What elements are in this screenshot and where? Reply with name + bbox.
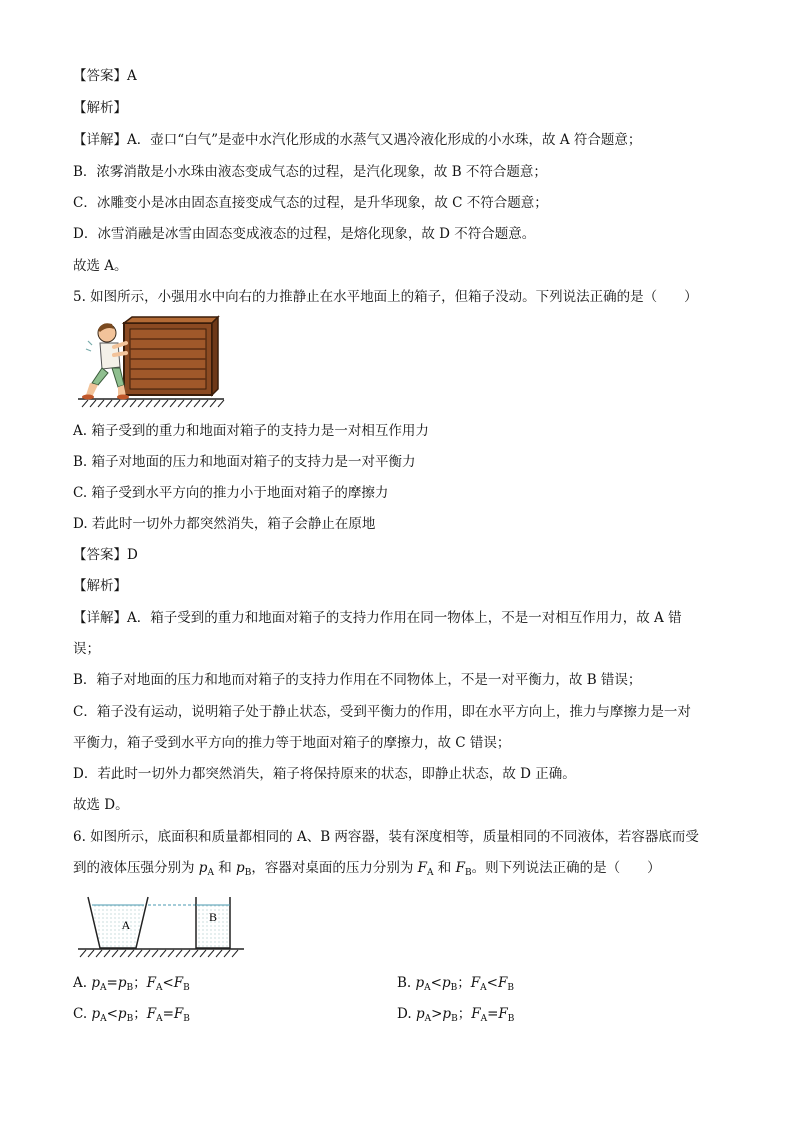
relation: = [487,1006,499,1022]
subscript: B [507,1014,515,1024]
relation: = [106,975,118,991]
force-symbol: F [455,860,465,876]
relation: < [430,975,442,991]
force-symbol: F [497,975,508,991]
separator: ； [133,1006,147,1022]
force-symbol: F [173,975,184,991]
container-a-label: A [121,918,131,932]
question-5-stem: 5. 如图所示，小强用水中向右的力推静止在水平地面上的箱子，但箱子没动。下列说法正确的是（ ） [73,289,698,305]
pressure-symbol: p [117,1006,127,1022]
subscript: B [450,983,458,993]
option-a [73,973,190,998]
option-b: B. 箱子对地面的压力和地面对箱子的支持力是一对平衡力 [73,454,416,470]
subscript: B [183,983,190,993]
explanation-c: C．箱子没有运动，说明箱子处于静止状态，受到平衡力的作用，即在水平方向上，推力与摩擦力是一对 [73,704,691,720]
option-d: D. 若此时一切外力都突然消失，箱子会静止在原地 [73,516,376,532]
containers-figure [74,893,246,959]
conclusion: 故选 D。 [73,797,129,813]
subscript: B [451,1014,458,1024]
option-a: A. 箱子受到的重力和地面对箱子的支持力是一对相互作用力 [73,423,429,439]
option-prefix: A. [73,975,92,991]
pressure-symbol: p [91,1006,101,1022]
relation: < [106,1006,118,1022]
separator: ； [457,1006,472,1022]
relation: > [431,1006,443,1022]
force-symbol: F [470,975,481,991]
explanation-d: D．冰雪消融是冰雪由固态变成液态的过程，是熔化现象，故 D 不符合题意。 [73,226,536,242]
pressure-symbol: p [442,1006,452,1022]
relation: < [486,975,498,991]
explanation-c: C．冰雕变小是冰由固态直接变成气态的过程，是升华现象，故 C 不符合题意； [73,195,548,211]
subscript: A [156,1014,163,1024]
analysis-label: 【解析】 [73,100,127,116]
container-b-label: B [208,910,218,924]
pressure-symbol: p [198,860,208,876]
force-symbol: F [173,1006,184,1022]
option-b [397,973,514,998]
option-c: C. 箱子受到水平方向的推力小于地面对箱子的摩擦力 [73,485,389,501]
relation: < [162,975,174,991]
subscript: B [126,1014,134,1024]
subscript: A [480,983,487,993]
force-symbol: F [498,1006,508,1022]
option-prefix: C. [73,1006,92,1022]
subscript: A [100,983,107,993]
pressure-symbol: p [117,975,127,991]
option-c [73,1004,190,1029]
detail-line: 【详解】A．箱子受到的重力和地面对箱子的支持力作用在同一物体上，不是一对相互作用力，故 A 错 [73,610,682,626]
stem-text: 和 [218,860,232,876]
subscript: B [126,983,134,993]
stem-text: ，容器对桌面的压力分别为 [251,860,414,876]
boy-pushing-box-figure [74,313,230,409]
conclusion: 故选 A。 [73,258,128,274]
option-prefix: B. [397,975,416,991]
force-symbol: F [417,860,427,876]
pressure-symbol: p [91,975,100,991]
subscript: B [183,1014,190,1024]
explanation-c-cont: 平衡力，箱子受到水平方向的推力等于地面对箱子的摩擦力，故 C 错误； [73,735,511,751]
force-symbol: F [146,975,156,991]
subscript: A [424,983,431,993]
explanation-d: D．若此时一切外力都突然消失，箱子将保持原来的状态，即静止状态，故 D 正确。 [73,766,576,782]
subscript: A [427,868,434,878]
stem-text: 和 [437,860,452,876]
subscript: B [507,983,514,993]
analysis-label: 【解析】 [73,578,127,594]
stem-text: 到的液体压强分别为 [73,860,195,876]
subscript: A [100,1014,107,1024]
question-6-stem: 6. 如图所示，底面积和质量都相同的 A、B 两容器，装有深度相等，质量相同的不同液体，若容器底而受 [73,829,699,845]
pressure-symbol: p [415,975,425,991]
force-symbol: F [146,1006,157,1022]
subscript: A [480,1014,488,1024]
subscript: A [424,1014,432,1024]
detail-line: 【详解】A．壶口“白气”是壶中水汽化形成的水蒸气又遇冷液化形成的小水珠，故 A 符合题意； [73,132,642,148]
subscript: B [464,868,472,878]
option-prefix: D. [397,1006,416,1022]
answer-label: 【答案】D [73,547,138,563]
pressure-symbol: p [441,975,451,991]
question-6-stem-cont [73,858,661,883]
answer-label: 【答案】A [73,68,137,84]
detail-line-cont: 误； [73,641,100,657]
explanation-b: B．浓雾消散是小水珠由液态变成气态的过程，是汽化现象，故 B 不符合题意； [73,164,547,180]
option-d [397,1004,514,1029]
relation: = [162,1006,174,1022]
separator: ； [457,975,471,991]
subscript: A [155,983,163,993]
explanation-b: B．箱子对地面的压力和地而对箱子的支持力作用在不同物体上，不是一对平衡力，故 B 错误； [73,672,642,688]
subscript: A [207,868,214,878]
force-symbol: F [471,1006,481,1022]
stem-text: 。则下列说法正确的是（ ） [471,860,661,876]
pressure-symbol: p [236,860,245,876]
separator: ； [133,975,147,991]
pressure-symbol: p [415,1006,425,1022]
subscript: B [244,868,252,878]
